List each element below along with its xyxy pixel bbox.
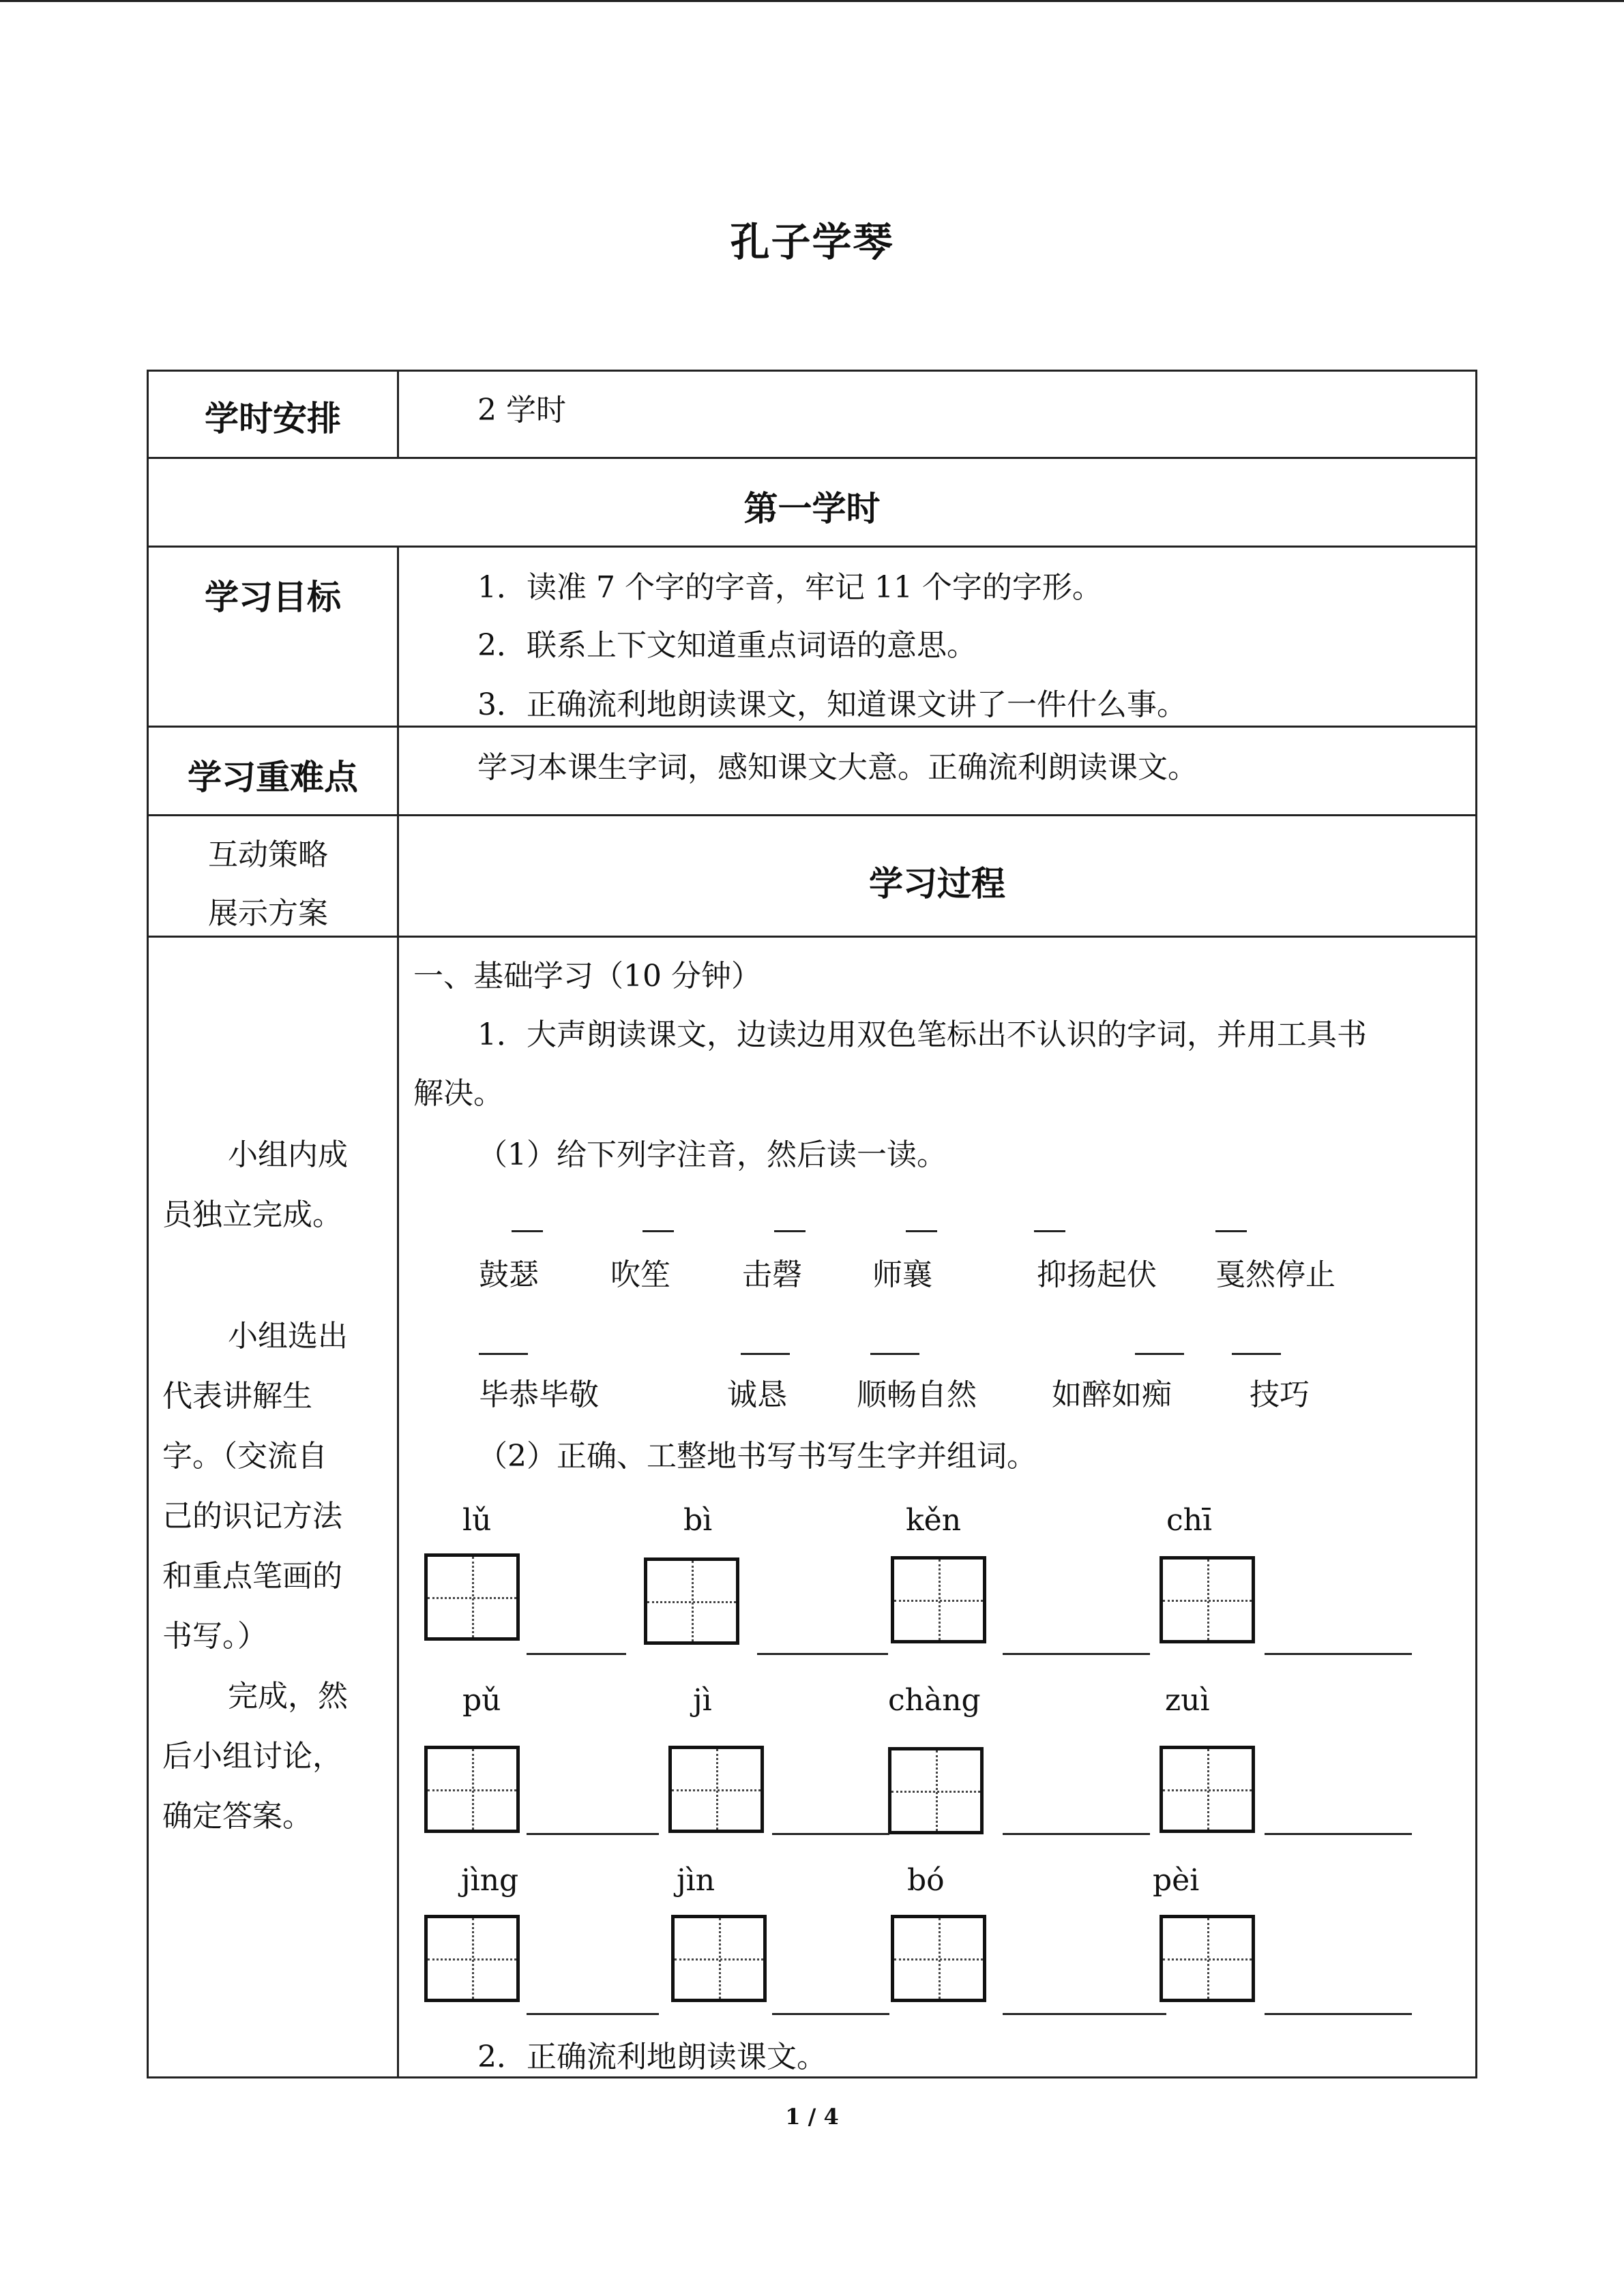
word-answer-line[interactable] — [1265, 2013, 1412, 2015]
word-item: 如醉如痴 — [1052, 1377, 1172, 1412]
word-answer-line[interactable] — [527, 1653, 626, 1655]
writing-grid-box[interactable] — [1160, 1915, 1255, 2002]
word-answer-line[interactable] — [772, 1833, 889, 1835]
writing-grid-box[interactable] — [1160, 1556, 1255, 1643]
side-note-line: 小组选出 — [228, 1319, 348, 1354]
pinyin-label: pǔ — [462, 1683, 501, 1718]
side-note-line: 确定答案。 — [162, 1799, 312, 1834]
side-notes-2 — [162, 1307, 367, 1667]
key-points-label: 学习重难点 — [188, 758, 358, 797]
objective-item: 3．正确流利地朗读课文，知道课文讲了一件什么事。 — [477, 687, 1187, 722]
writing-grid-box[interactable] — [891, 1915, 986, 2002]
pinyin-label: jìn — [677, 1863, 715, 1898]
pinyin-label: pèi — [1153, 1863, 1200, 1898]
word-item: 鼓瑟 — [479, 1257, 539, 1292]
word-answer-line[interactable] — [1003, 1833, 1150, 1835]
word-item: 顺畅自然 — [857, 1377, 977, 1412]
writing-grid-box[interactable] — [891, 1556, 986, 1643]
writing-grid-box[interactable] — [671, 1915, 767, 2002]
writing-grid-box[interactable] — [888, 1747, 984, 1834]
word-item: 技巧 — [1250, 1377, 1310, 1412]
word-item: 师襄 — [872, 1257, 932, 1292]
word-item: 诚恳 — [727, 1377, 787, 1412]
pinyin-label: kěn — [906, 1503, 962, 1538]
strategy-header-line2: 展示方案 — [208, 896, 328, 931]
pinyin-label: zuì — [1165, 1683, 1210, 1718]
pinyin-label: bó — [907, 1863, 945, 1898]
side-note-line: 后小组讨论， — [162, 1739, 342, 1774]
key-points-value: 学习本课生字词，感知课文大意。正确流利朗读课文。 — [477, 750, 1198, 785]
objective-item: 1．读准 7 个字的字音，牢记 11 个字的字形。 — [477, 570, 1102, 605]
pinyin-label: chàng — [888, 1683, 981, 1718]
task1-line1: 1．大声朗读课文，边读边用双色笔标出不认识的字词，并用工具书 — [477, 1017, 1367, 1052]
session-heading: 第一学时 — [743, 489, 881, 528]
schedule-value: 2 学时 — [477, 393, 566, 428]
schedule-label: 学时安排 — [205, 399, 341, 438]
side-note-line: 和重点笔画的 — [162, 1559, 342, 1594]
writing-grid-box[interactable] — [668, 1746, 764, 1833]
side-note-line: 代表讲解生 — [162, 1379, 312, 1414]
document-title: 孔子学琴 — [730, 219, 894, 265]
word-answer-line[interactable] — [757, 1653, 888, 1655]
writing-grid-box[interactable] — [644, 1557, 739, 1645]
word-answer-line[interactable] — [1003, 1653, 1150, 1655]
pinyin-label: bì — [683, 1503, 713, 1538]
side-note-line: 员独立完成。 — [162, 1197, 342, 1232]
writing-grid-box[interactable] — [424, 1915, 520, 2002]
pinyin-label: lǔ — [462, 1503, 492, 1538]
pinyin-label: chī — [1166, 1503, 1213, 1538]
side-note-line: 字。（交流自 — [162, 1439, 327, 1474]
word-item: 戛然停止 — [1215, 1257, 1335, 1292]
side-notes-3 — [162, 1667, 367, 1847]
word-item: 击磬 — [742, 1257, 802, 1292]
pinyin-label: jì — [693, 1683, 712, 1718]
objectives-label: 学习目标 — [205, 578, 341, 617]
page-number: 1 / 4 — [785, 2104, 839, 2130]
side-note-line: 己的识记方法 — [162, 1499, 342, 1534]
side-notes-1 — [162, 1125, 367, 1245]
word-item: 抑扬起伏 — [1037, 1257, 1157, 1292]
writing-grid-box[interactable] — [424, 1746, 520, 1833]
word-item: 吹笙 — [610, 1257, 670, 1292]
section-basic-learning: 一、基础学习（10 分钟） — [413, 959, 761, 994]
subtask-writing: （2）正确、工整地书写书写生字并组词。 — [477, 1439, 1037, 1474]
side-note-line: 完成，然 — [228, 1679, 348, 1714]
word-answer-line[interactable] — [527, 1833, 659, 1835]
process-title: 学习过程 — [869, 864, 1005, 904]
objective-item: 2．联系上下文知道重点词语的意思。 — [477, 628, 977, 663]
strategy-header-line1: 互动策略 — [208, 837, 328, 872]
word-item: 毕恭毕敬 — [479, 1377, 599, 1412]
word-answer-line[interactable] — [527, 2013, 659, 2015]
side-note-line: 书写。） — [162, 1619, 267, 1654]
word-answer-line[interactable] — [1265, 1653, 1412, 1655]
word-answer-line[interactable] — [772, 2013, 889, 2015]
word-answer-line[interactable] — [1003, 2013, 1166, 2015]
subtask-phonetic: （1）给下列字注音，然后读一读。 — [477, 1137, 947, 1172]
writing-grid-box[interactable] — [1160, 1746, 1255, 1833]
pinyin-label: jìng — [461, 1863, 519, 1898]
side-note-line: 小组内成 — [228, 1137, 348, 1172]
task2: 2．正确流利地朗读课文。 — [477, 2040, 827, 2074]
task1-line2: 解决。 — [413, 1076, 503, 1111]
word-answer-line[interactable] — [1265, 1833, 1412, 1835]
writing-grid-box[interactable] — [424, 1553, 520, 1641]
